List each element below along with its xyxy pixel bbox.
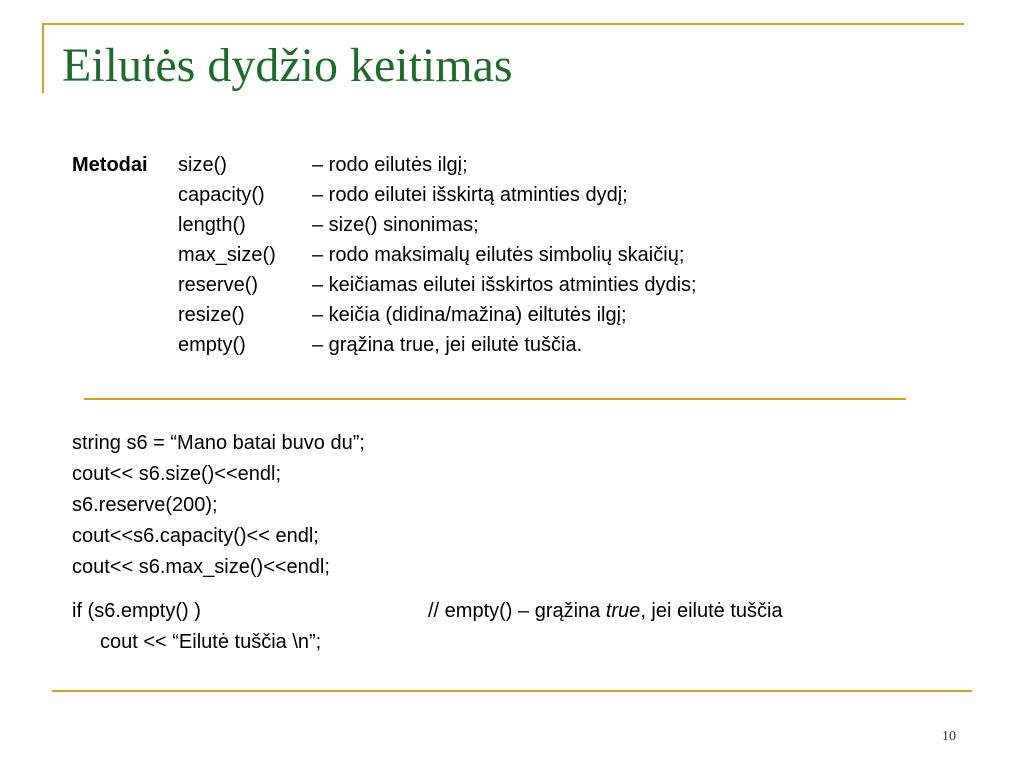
comment-emphasis: true [605, 600, 641, 622]
slide-title: Eilutės dydžio keitimas [62, 39, 513, 92]
method-name: max_size() [178, 244, 276, 266]
code-line: cout<< s6.max_size()<<endl; [72, 556, 330, 578]
method-desc: – keičia (didina/mažina) eiltutės ilgį; [312, 304, 627, 326]
method-name: reserve() [178, 274, 259, 296]
middle-divider [84, 398, 906, 400]
method-name: length() [178, 214, 246, 236]
comment-suffix: , jei eilutė tuščia [640, 600, 783, 622]
method-desc: – rodo eilutei išskirtą atminties dydį; [312, 184, 628, 206]
frame-top-line [42, 23, 964, 25]
method-name: empty() [178, 334, 246, 356]
if-statement: if (s6.empty() ) [72, 600, 201, 622]
method-desc: – rodo eilutės ilgį; [312, 154, 468, 176]
methods-label: Metodai [72, 154, 148, 176]
code-line: s6.reserve(200); [72, 494, 218, 516]
bottom-divider [52, 690, 972, 692]
page-number: 10 [942, 729, 956, 744]
code-line: string s6 = “Mano batai buvo du”; [72, 432, 365, 454]
method-name: capacity() [178, 184, 265, 206]
method-name: size() [178, 154, 227, 176]
method-name: resize() [178, 304, 245, 326]
frame-left-line [42, 23, 44, 93]
method-desc: – size() sinonimas; [312, 214, 479, 236]
code-block [72, 428, 365, 583]
code-line: cout<<s6.capacity()<< endl; [72, 525, 319, 547]
method-desc: – grąžina true, jei eilutė tuščia. [312, 334, 583, 356]
method-desc: – keičiamas eilutei išskirtos atminties dydis; [312, 274, 697, 296]
cout-statement: cout << “Eilutė tuščia \n”; [100, 631, 322, 653]
comment-prefix: // empty() – grąžina [428, 600, 606, 622]
code-comment [428, 596, 783, 627]
method-desc: – rodo maksimalų eilutės simbolių skaičių; [312, 244, 685, 266]
code-line: cout<< s6.size()<<endl; [72, 463, 282, 485]
